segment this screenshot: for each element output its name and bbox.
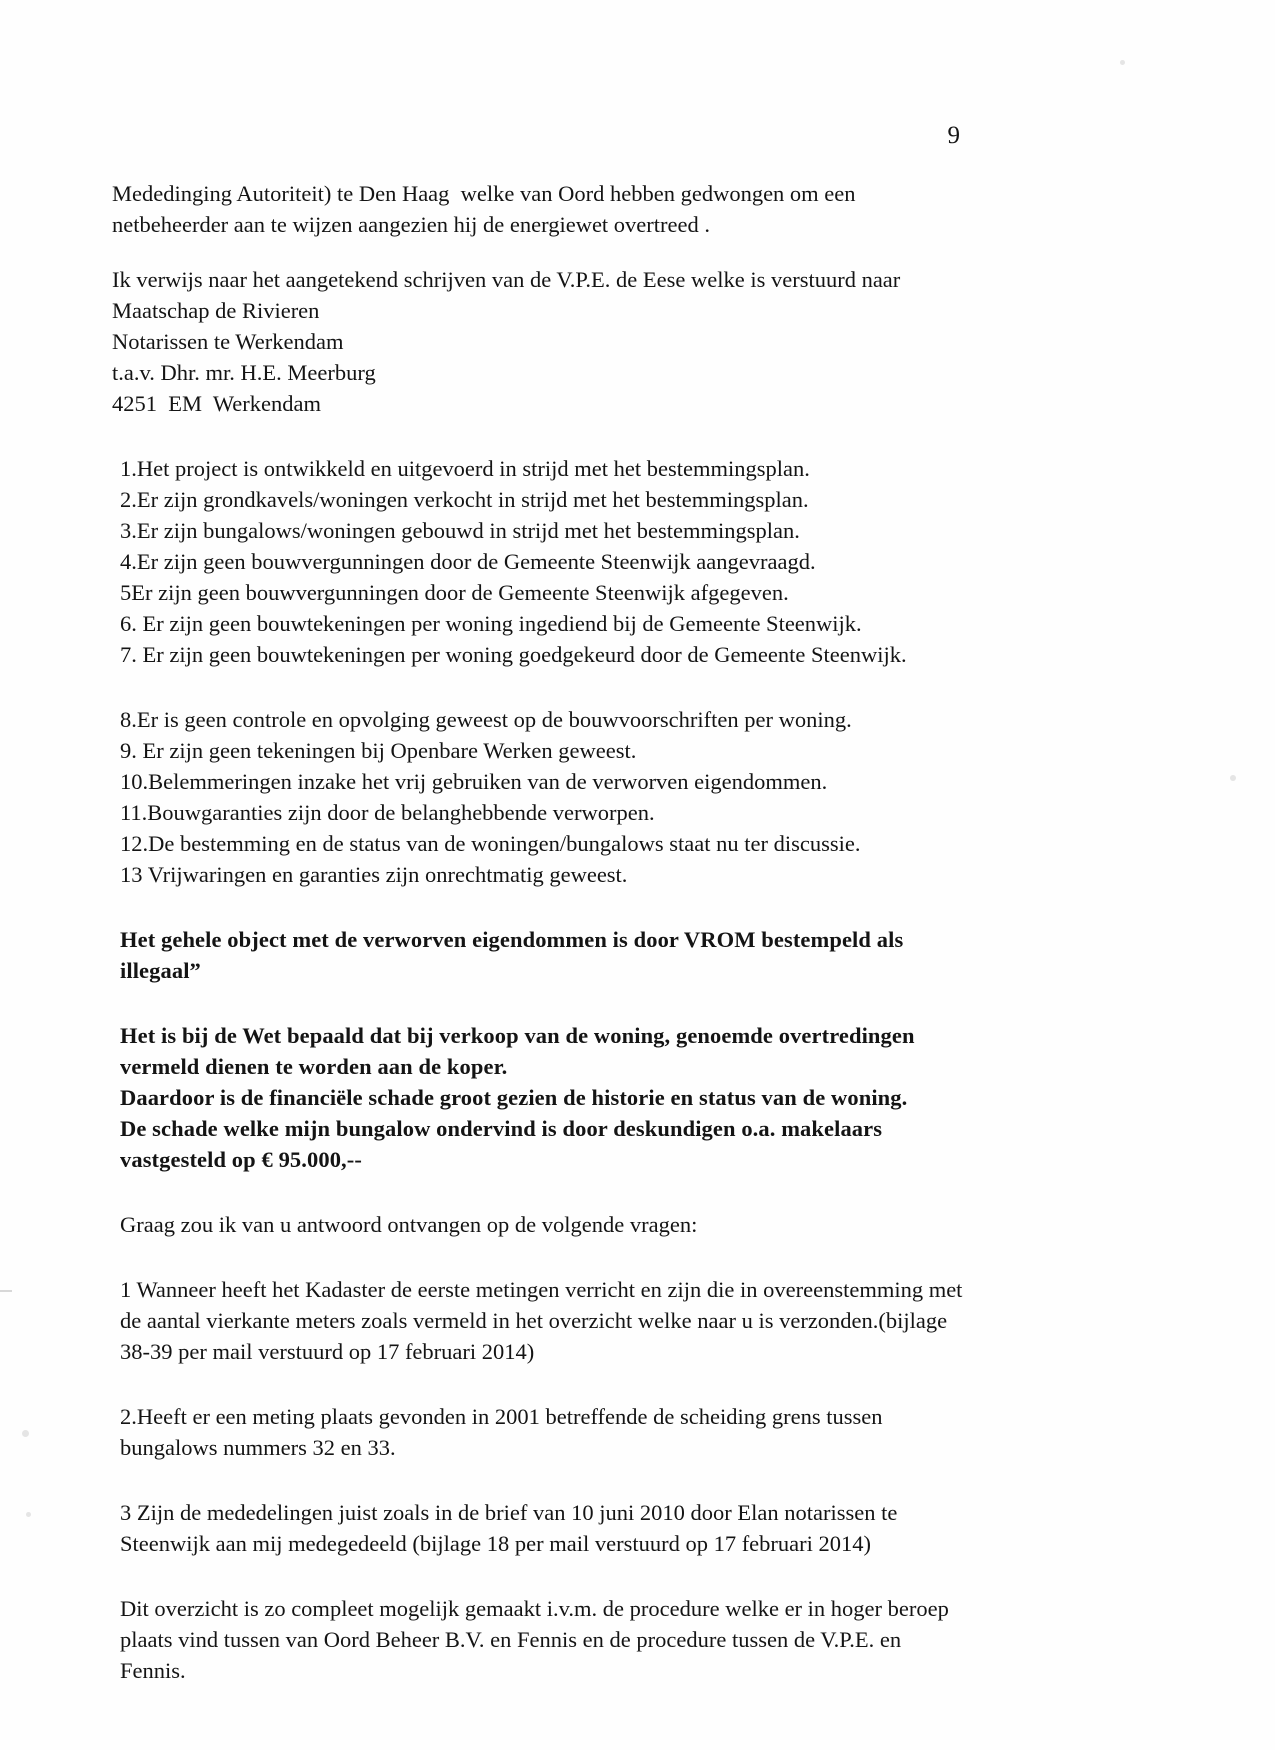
- text-line: bungalows nummers 32 en 33.: [120, 1435, 396, 1460]
- paragraph-intro: [112, 178, 1122, 240]
- paragraph-vrom-statement: [112, 924, 1122, 986]
- scan-speck: [26, 1512, 31, 1517]
- scan-edge-mark: [0, 1290, 12, 1292]
- text-line: Ik verwijs naar het aangetekend schrijven van de V.P.E. de Eese welke is verstuurd naar: [112, 267, 901, 292]
- paragraph-wet-statement: [112, 1020, 1122, 1175]
- text-line: Het is bij de Wet bepaald dat bij verkoop van de woning, genoemde overtredingen: [120, 1023, 915, 1048]
- text-line: netbeheerder aan te wijzen aangezien hij de energiewet overtreed .: [112, 212, 711, 237]
- list-item: 12.De bestemming en de status van de woningen/bungalows staat nu ter discussie.: [120, 831, 861, 856]
- list-item: 5Er zijn geen bouwvergunningen door de Gemeente Steenwijk afgegeven.: [120, 580, 789, 605]
- document-body: [112, 178, 1122, 1686]
- list-item: 2.Er zijn grondkavels/woningen verkocht in strijd met het bestemmingsplan.: [120, 487, 809, 512]
- text-line: vastgesteld op € 95.000,--: [120, 1147, 362, 1172]
- text-line: 1 Wanneer heeft het Kadaster de eerste metingen verricht en zijn die in overeenstemming met: [120, 1277, 963, 1302]
- text-line: Het gehele object met de verworven eigendommen is door VROM bestempeld als: [120, 927, 904, 952]
- text-line: Maatschap de Rivieren: [112, 298, 320, 323]
- spacer: [112, 1487, 1122, 1497]
- list-item: 8.Er is geen controle en opvolging geweest op de bouwvoorschriften per woning.: [120, 707, 852, 732]
- paragraph-closing: [112, 1593, 1122, 1686]
- paragraph-addressee: [112, 264, 1122, 419]
- text-line: illegaal”: [120, 958, 201, 983]
- text-line: Mededinging Autoriteit) te Den Haag welke van Oord hebben gedwongen om een: [112, 181, 856, 206]
- list-item: 7. Er zijn geen bouwtekeningen per woning goedgekeurd door de Gemeente Steenwijk.: [120, 642, 907, 667]
- text-line: 4251 EM Werkendam: [112, 391, 321, 416]
- text-line: vermeld dienen te worden aan de koper.: [120, 1054, 508, 1079]
- text-line: 3 Zijn de mededelingen juist zoals in de brief van 10 juni 2010 door Elan notarissen te: [120, 1500, 898, 1525]
- spacer: [112, 1391, 1122, 1401]
- list-item: 10.Belemmeringen inzake het vrij gebruiken van de verworven eigendommen.: [120, 769, 828, 794]
- text-line: Fennis.: [120, 1658, 186, 1683]
- text-line: Dit overzicht is zo compleet mogelijk gemaakt i.v.m. de procedure welke er in hoger beroep: [120, 1596, 949, 1621]
- paragraph-question-1: [112, 1274, 1122, 1367]
- spacer: [112, 443, 1122, 453]
- spacer: [112, 1583, 1122, 1593]
- scan-speck: [1230, 775, 1236, 781]
- text-line: De schade welke mijn bungalow ondervind is door deskundigen o.a. makelaars: [120, 1116, 883, 1141]
- spacer: [112, 914, 1122, 924]
- paragraph-question-3: [112, 1497, 1122, 1559]
- list-item: 1.Het project is ontwikkeld en uitgevoerd in strijd met het bestemmingsplan.: [120, 456, 810, 481]
- text-line: Daardoor is de financiële schade groot gezien de historie en status van de woning.: [120, 1085, 908, 1110]
- list-item: 4.Er zijn geen bouwvergunningen door de Gemeente Steenwijk aangevraagd.: [120, 549, 816, 574]
- list-item: 11.Bouwgaranties zijn door de belanghebbende verworpen.: [120, 800, 655, 825]
- list-item: 3.Er zijn bungalows/woningen gebouwd in strijd met het bestemmingsplan.: [120, 518, 800, 543]
- page-number: 9: [947, 122, 960, 149]
- scan-speck: [1120, 60, 1125, 65]
- list-item: 13 Vrijwaringen en garanties zijn onrechtmatig geweest.: [120, 862, 628, 887]
- spacer: [112, 1010, 1122, 1020]
- paragraph-question-2: [112, 1401, 1122, 1463]
- scan-speck: [22, 1430, 29, 1437]
- text-line: Graag zou ik van u antwoord ontvangen op de volgende vragen:: [120, 1212, 698, 1237]
- text-line: de aantal vierkante meters zoals vermeld in het overzicht welke naar u is verzonden.(bijlage: [120, 1308, 948, 1333]
- list-item: 6. Er zijn geen bouwtekeningen per woning ingediend bij de Gemeente Steenwijk.: [120, 611, 862, 636]
- text-line: Steenwijk aan mij medegedeeld (bijlage 18 per mail verstuurd op 17 februari 2014): [120, 1531, 872, 1556]
- spacer: [112, 694, 1122, 704]
- spacer: [112, 1199, 1122, 1209]
- paragraph-questions-intro: [112, 1209, 1122, 1240]
- spacer: [112, 1264, 1122, 1274]
- list-items-8-13: [112, 704, 1122, 890]
- text-line: plaats vind tussen van Oord Beheer B.V. en Fennis en de procedure tussen de V.P.E. en: [120, 1627, 902, 1652]
- list-item: 9. Er zijn geen tekeningen bij Openbare Werken geweest.: [120, 738, 637, 763]
- text-line: t.a.v. Dhr. mr. H.E. Meerburg: [112, 360, 376, 385]
- text-line: Notarissen te Werkendam: [112, 329, 344, 354]
- list-items-1-7: [112, 453, 1122, 670]
- text-line: 38-39 per mail verstuurd op 17 februari 2014): [120, 1339, 535, 1364]
- text-line: 2.Heeft er een meting plaats gevonden in 2001 betreffende de scheiding grens tussen: [120, 1404, 883, 1429]
